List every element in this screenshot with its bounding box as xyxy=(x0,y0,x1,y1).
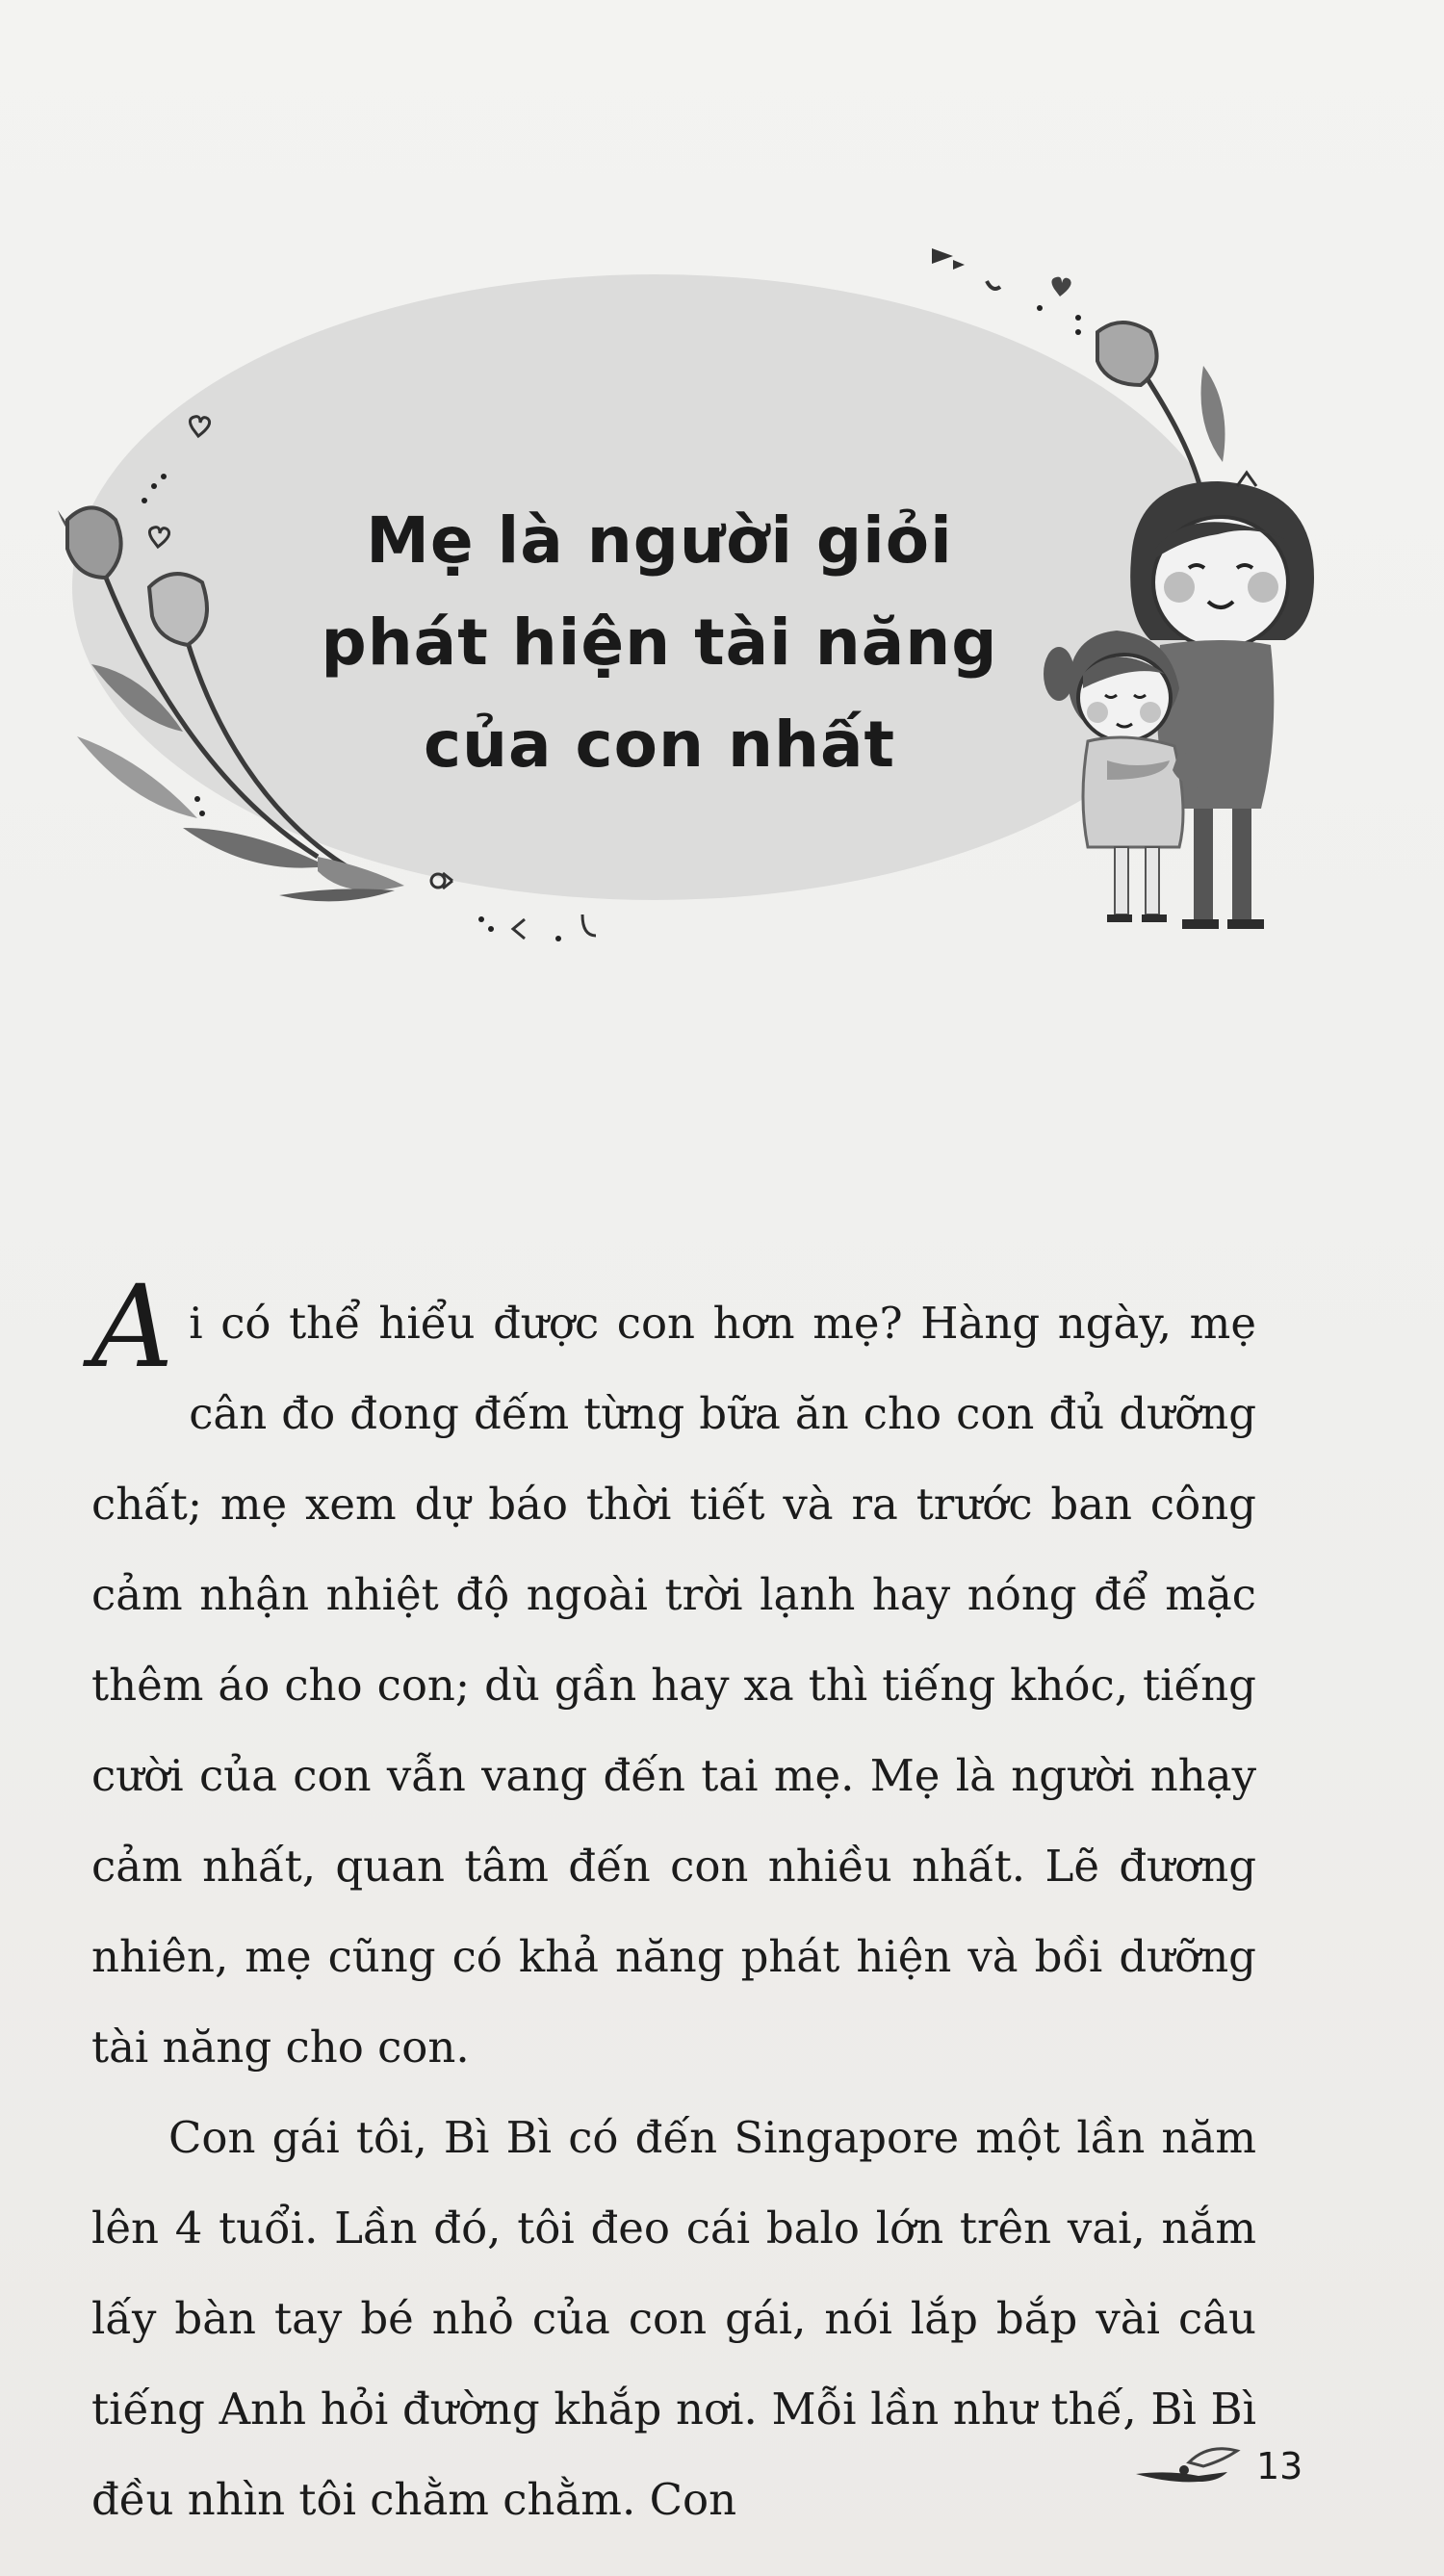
chapter-title-line-1: Mẹ là người giỏi xyxy=(366,503,953,579)
body-paragraph-1 xyxy=(91,1260,1256,2093)
drop-cap: A xyxy=(91,1260,174,1393)
chapter-body xyxy=(91,1260,1256,2545)
footer-ornament xyxy=(1131,2434,1256,2491)
chapter-title xyxy=(226,490,1093,796)
paragraph-1-text: i có thể hiểu được con hơn mẹ? Hàng ngày, mẹ cân đo đong đếm từng bữa ăn cho con đủ dưỡng chất; mẹ xem dự báo thời tiết và ra trước ban công cảm nhận nhiệt độ ngoài trời lạnh hay nóng để mặc thêm áo cho con; dù gần hay xa thì tiếng khóc, tiếng cười của con vẫn vang đến tai mẹ. Mẹ là người nhạy cảm nhất, quan tâm đến con nhiều nhất. Lẽ đương nhiên, mẹ cũng có khả năng phát hiện và bồi dưỡng tài năng cho con. xyxy=(91,1298,1256,2073)
chapter-title-line-3: của con nhất xyxy=(423,708,896,783)
page-number: 13 xyxy=(1256,2445,1303,2487)
chapter-header xyxy=(0,0,1444,982)
chapter-title-line-2: phát hiện tài năng xyxy=(321,605,998,681)
body-paragraph-2: Con gái tôi, Bì Bì có đến Singapore một lần năm lên 4 tuổi. Lần đó, tôi đeo cái balo lớn trên vai, nắm lấy bàn tay bé nhỏ của con gái, nói lắp bắp vài câu tiếng Anh hỏi đường khắp nơi. Mỗi lần như thế, Bì Bì đều nhìn tôi chằm chằm. Con xyxy=(91,2112,1256,2525)
